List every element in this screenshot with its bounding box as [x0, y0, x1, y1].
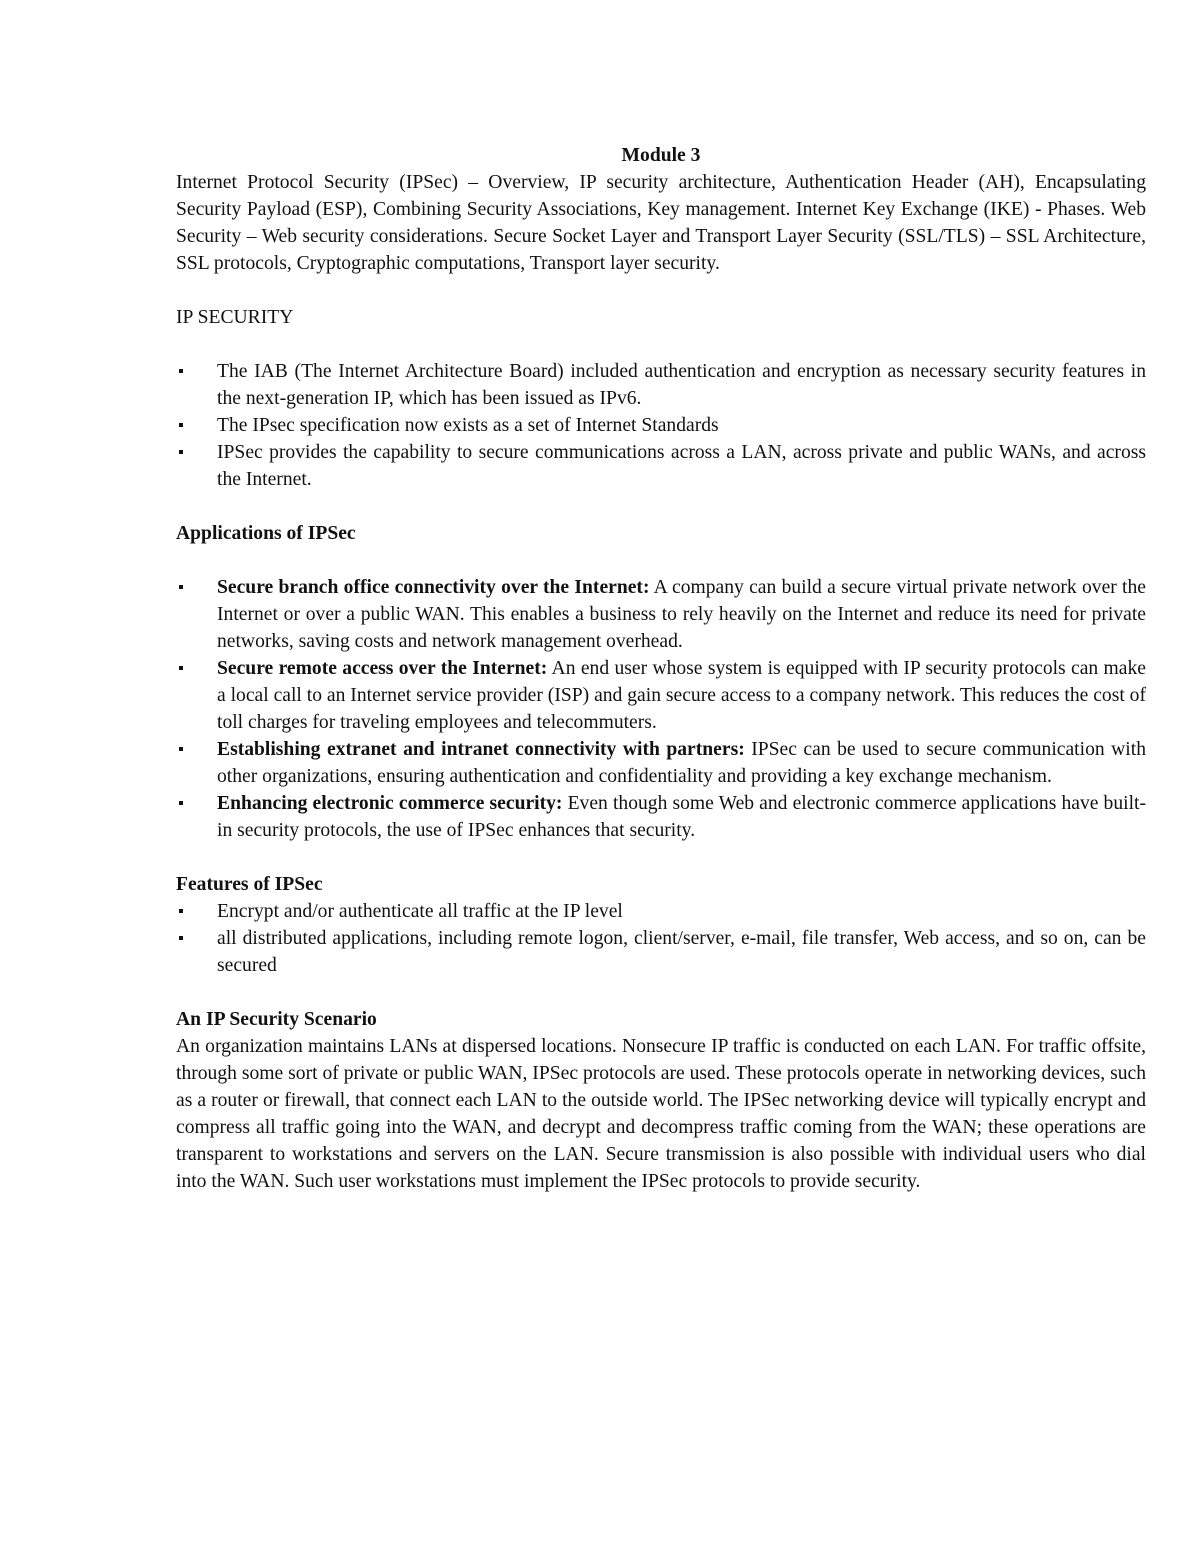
list-item-text: all distributed applications, including remote logon, client/server, e-mail, file transfer, Web access, and so on, can be secured [217, 928, 1146, 976]
square-bullet-icon [179, 450, 183, 454]
spacer [176, 844, 1146, 871]
square-bullet-icon [179, 936, 183, 940]
list-item-lead: Secure branch office connectivity over the Internet: [217, 577, 650, 598]
list-item-lead: Establishing extranet and intranet connectivity with partners: [217, 739, 745, 760]
scenario-heading: An IP Security Scenario [176, 1009, 377, 1030]
spacer [176, 493, 1146, 520]
list-item [176, 736, 1146, 790]
spacer [176, 331, 1146, 358]
list-item [176, 925, 1146, 979]
spacer [176, 979, 1146, 1006]
list-item-text: IPSec can be used to secure communication with other organizations, ensuring authentication and confidentiality and providing a key exchange mechanism. [217, 739, 1146, 787]
list-item [176, 655, 1146, 736]
list-item-text: The IPsec specification now exists as a set of Internet Standards [217, 415, 719, 436]
applications-list [176, 574, 1146, 844]
square-bullet-icon [179, 801, 183, 805]
list-item-text: Encrypt and/or authenticate all traffic at the IP level [217, 901, 623, 922]
list-item [176, 898, 1146, 925]
square-bullet-icon [179, 666, 183, 670]
list-item [176, 574, 1146, 655]
features-heading: Features of IPSec [176, 874, 323, 895]
list-item-text: IPSec provides the capability to secure communications across a LAN, across private and public WANs, and across the Internet. [217, 442, 1146, 490]
list-item-text: An end user whose system is equipped with IP security protocols can make a local call to an Internet service provider (ISP) and gain secure access to a company network. This reduces the cost of toll charges for traveling employees and telecommuters. [217, 658, 1146, 733]
list-item [176, 412, 1146, 439]
list-item-text: Even though some Web and electronic commerce applications have built-in security protocols, the use of IPSec enhances that security. [217, 793, 1147, 841]
list-item [176, 358, 1146, 412]
scenario-body: An organization maintains LANs at dispersed locations. Nonsecure IP traffic is conducted on each LAN. For traffic offsite, through some sort of private or public WAN, IPSec protocols are used. These protocols operate in networking devices, such as a router or firewall, that connect each LAN to the outside world. The IPSec networking device will typically encrypt and compress all traffic going into the WAN, and decrypt and decompress traffic coming from the WAN; these operations are transparent to workstations and servers on the LAN. Secure transmission is also possible with individual users who dial into the WAN. Such user workstations must implement the IPSec protocols to provide security. [176, 1036, 1146, 1192]
spacer [176, 547, 1146, 574]
square-bullet-icon [179, 585, 183, 589]
square-bullet-icon [179, 369, 183, 373]
ip-security-heading: IP SECURITY [176, 307, 294, 328]
square-bullet-icon [179, 747, 183, 751]
list-item-text: The IAB (The Internet Architecture Board) included authentication and encryption as necessary security features in the next-generation IP, which has been issued as IPv6. [217, 361, 1146, 409]
list-item [176, 439, 1146, 493]
module-title: Module 3 [621, 145, 701, 166]
ip-security-list [176, 358, 1146, 493]
list-item-lead: Secure remote access over the Internet: [217, 658, 548, 679]
list-item-text: A company can build a secure virtual private network over the Internet or over a public WAN. This enables a business to rely heavily on the Internet and reduce its need for private networks, saving costs and network management overhead. [217, 577, 1146, 652]
list-item [176, 790, 1146, 844]
document-page [176, 142, 1146, 1195]
square-bullet-icon [179, 909, 183, 913]
square-bullet-icon [179, 423, 183, 427]
features-list [176, 898, 1146, 979]
list-item-lead: Enhancing electronic commerce security: [217, 793, 563, 814]
applications-heading: Applications of IPSec [176, 523, 356, 544]
module-syllabus: Internet Protocol Security (IPSec) – Overview, IP security architecture, Authentication Header (AH), Encapsulating Security Payload (ESP), Combining Security Associations, Key management. Internet Key Exchange (IKE) - Phases. Web Security – Web security considerations. Secure Socket Layer and Transport Layer Security (SSL/TLS) – SSL Architecture, SSL protocols, Cryptographic computations, Transport layer security. [176, 172, 1146, 274]
